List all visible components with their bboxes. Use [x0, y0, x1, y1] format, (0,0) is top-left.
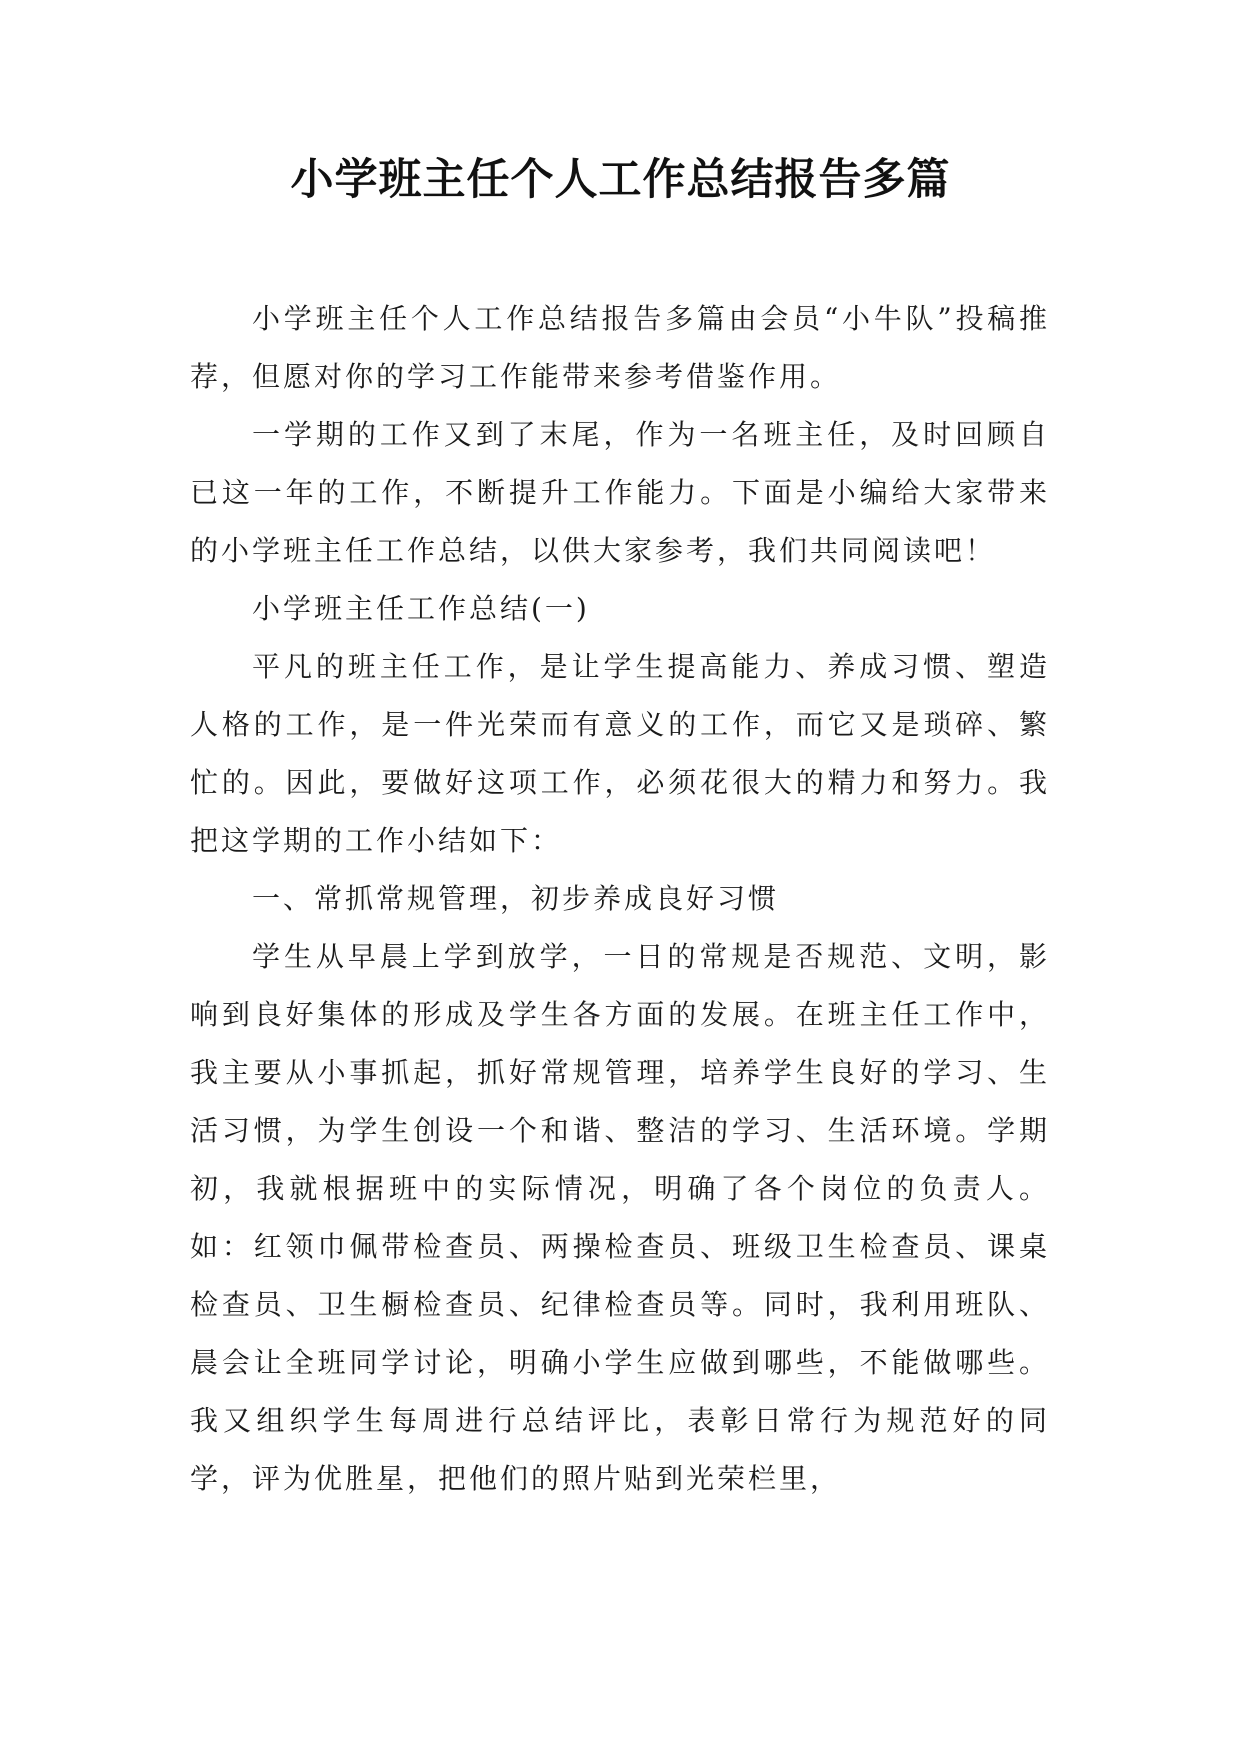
- intro-paragraph: 小学班主任个人工作总结报告多篇由会员“小牛队”投稿推荐，但愿对你的学习工作能带来参考借鉴作用。: [190, 302, 1050, 393]
- section-heading: 小学班主任工作总结(一): [252, 592, 590, 625]
- document-body: [190, 290, 1050, 1508]
- preface-paragraph: 一学期的工作又到了末尾，作为一名班主任，及时回顾自已这一年的工作，不断提升工作能力。下面是小编给大家带来的小学班主任工作总结，以供大家参考，我们共同阅读吧！: [190, 418, 1050, 567]
- document-title: 小学班主任个人工作总结报告多篇: [290, 155, 951, 205]
- subsection-heading: 一、常抓常规管理，初步养成良好习惯: [252, 882, 780, 915]
- body-paragraph: 学生从早晨上学到放学，一日的常规是否规范、文明，影响到良好集体的形成及学生各方面的发展。在班主任工作中，我主要从小事抓起，抓好常规管理，培养学生良好的学习、生活习惯，为学生创设一个和谐、整洁的学习、生活环境。学期初，我就根据班中的实际情况，明确了各个岗位的负责人。如：红领巾佩带检查员、两操检查员、班级卫生检查员、课桌检查员、卫生橱检查员、纪律检查员等。同时，我利用班队、晨会让全班同学讨论，明确小学生应做到哪些，不能做哪些。我又组织学生每周进行总结评比，表彰日常行为规范好的同学，评为优胜星，把他们的照片贴到光荣栏里，: [190, 940, 1050, 1495]
- body-paragraph: 平凡的班主任工作，是让学生提高能力、养成习惯、塑造人格的工作，是一件光荣而有意义的工作，而它又是琐碎、繁忙的。因此，要做好这项工作，必须花很大的精力和努力。我把这学期的工作小结如下：: [190, 650, 1050, 857]
